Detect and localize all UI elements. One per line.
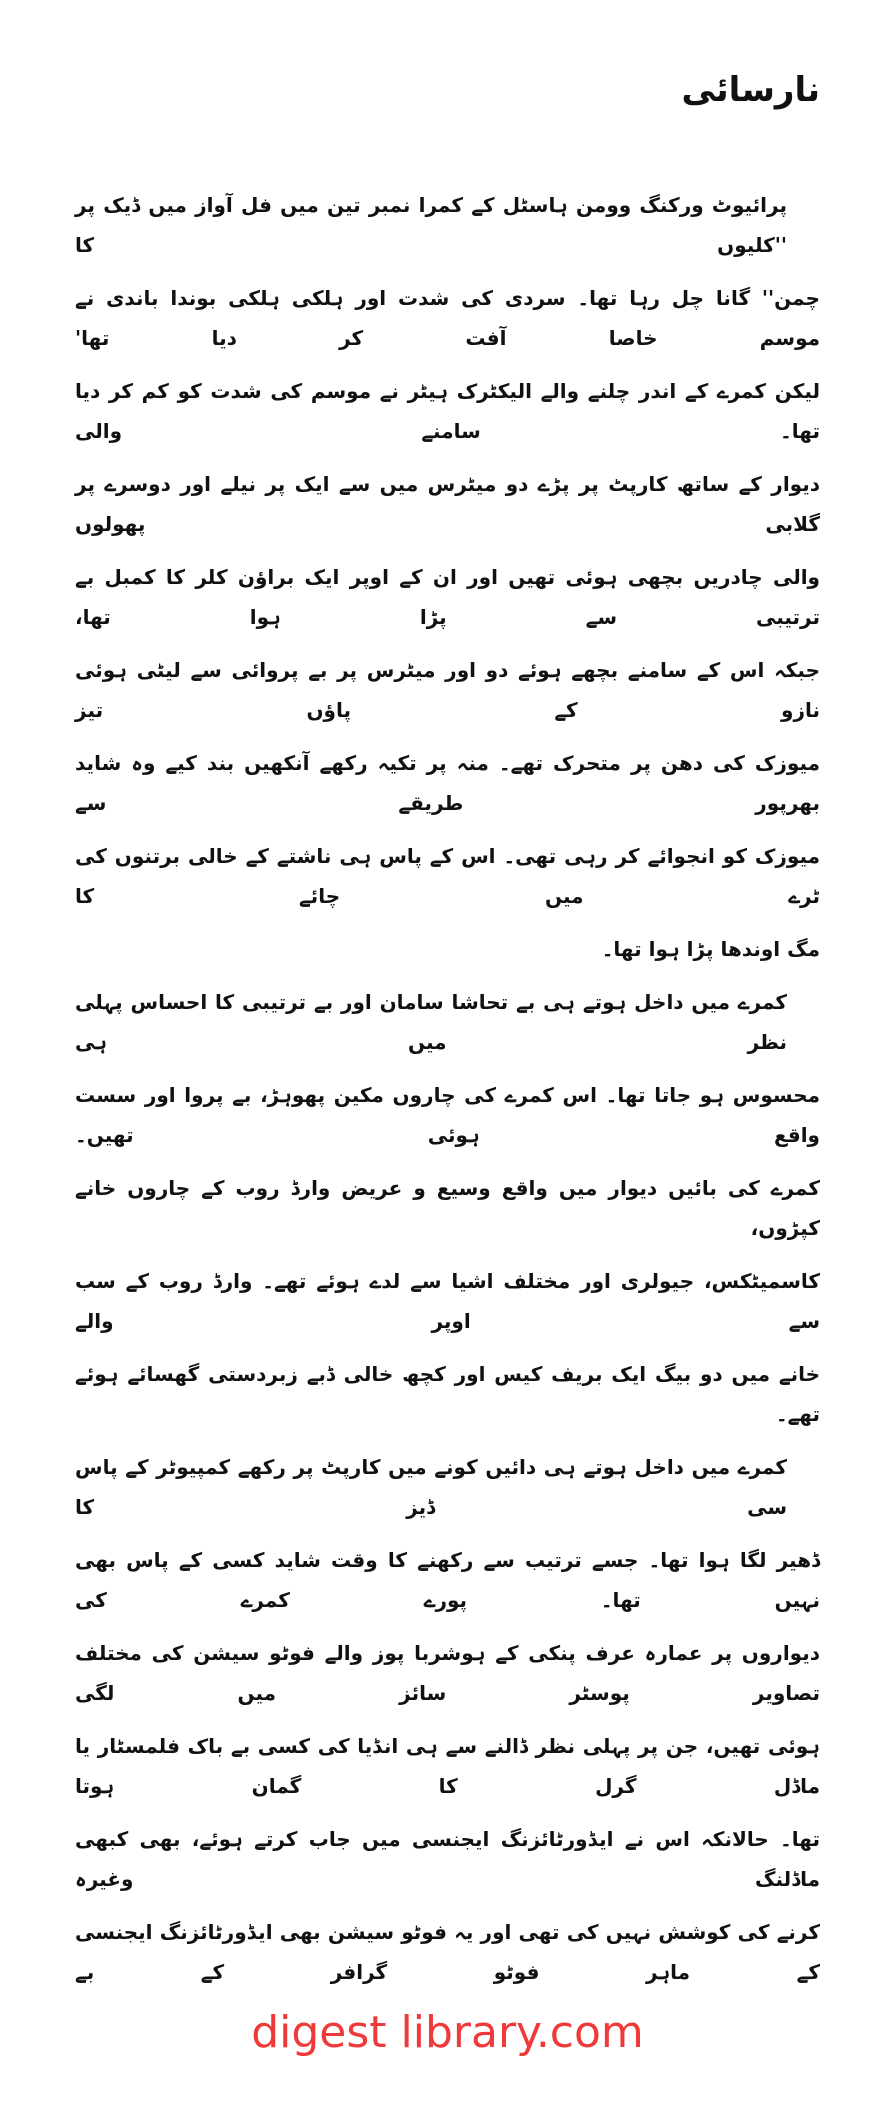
text-line: کرنے کی کوشش نہیں کی تھی اور یہ فوٹو سیشن بھی ایڈورٹائزنگ ایجنسی کے ماہر فوٹو گرافر کے بے bbox=[75, 1920, 820, 1984]
text-line: محسوس ہو جاتا تھا۔ اس کمرے کی چاروں مکین پھوہڑ، بے پروا اور سست واقع ہوئی تھیں۔ bbox=[75, 1083, 820, 1147]
watermark-text: digest library.com bbox=[251, 2007, 644, 2058]
text-line: والی چادریں بچھی ہوئی تھیں اور ان کے اوپر ایک براؤن کلر کا کمبل بے ترتیبی سے پڑا ہوا تھا، bbox=[75, 565, 820, 629]
text-line: مگ اوندھا پڑا ہوا تھا۔ bbox=[601, 937, 820, 961]
text-line: دیواروں پر عمارہ عرف پنکی کے ہوشربا پوز والے فوٹو سیشن کی مختلف تصاویر پوسٹر سائز میں لگی bbox=[75, 1641, 820, 1705]
text-line: میوزک کو انجوائے کر رہی تھی۔ اس کے پاس ہی ناشتے کے خالی برتنوں کی ٹرے میں چائے کا bbox=[75, 844, 820, 908]
text-line: لیکن کمرے کے اندر چلنے والے الیکٹرک ہیٹر نے موسم کی شدت کو کم کر دیا تھا۔ سامنے والی bbox=[75, 379, 820, 443]
text-line: چمن'' گانا چل رہا تھا۔ سردی کی شدت اور ہلکی ہلکی بوندا باندی نے موسم خاصا آفت کر دیا تھا' bbox=[75, 286, 820, 350]
text-line: دیوار کے ساتھ کارپٹ پر پڑے دو میٹرس میں سے ایک پر نیلے اور دوسرے پر گلابی پھولوں bbox=[75, 472, 820, 536]
text-line: خانے میں دو بیگ ایک بریف کیس اور کچھ خالی ڈبے زبردستی گھسائے ہوئے تھے۔ bbox=[75, 1362, 820, 1426]
text-line: کاسمیٹکس، جیولری اور مختلف اشیا سے لدے ہوئے تھے۔ وارڈ روب کے سب سے اوپر والے bbox=[75, 1269, 820, 1333]
text-line: ہوئی تھیں، جن پر پہلی نظر ڈالنے سے ہی انڈیا کی کسی بے باک فلمسٹار یا ماڈل گرل کا گمان ہوتا bbox=[75, 1734, 820, 1798]
text-line: میوزک کی دھن پر متحرک تھے۔ منہ پر تکیہ رکھے آنکھیں بند کیے وہ شاید بھرپور طریقے سے bbox=[75, 751, 820, 815]
text-line: جبکہ اس کے سامنے بچھے ہوئے دو اور میٹرس پر بے پروائی سے لیٹی ہوئی نازو کے پاؤں تیز bbox=[75, 658, 820, 722]
paragraph-1 bbox=[75, 185, 820, 969]
text-line: کمرے میں داخل ہوتے ہی بے تحاشا سامان اور بے ترتیبی کا احساس پہلی نظر میں ہی bbox=[75, 990, 787, 1054]
paragraph-2 bbox=[75, 982, 820, 1434]
story-title: نارسائی bbox=[681, 70, 820, 110]
text-line: پرائیوٹ ورکنگ وومن ہاسٹل کے کمرا نمبر تین میں فل آواز میں ڈیک پر ''کلیوں کا bbox=[75, 193, 787, 257]
text-line: ڈھیر لگا ہوا تھا۔ جسے ترتیب سے رکھنے کا وقت شاید کسی کے پاس بھی نہیں تھا۔ پورے کمرے کی bbox=[75, 1548, 820, 1612]
paragraph-3 bbox=[75, 1447, 820, 1992]
text-line: کمرے کی بائیں دیوار میں واقع وسیع و عریض وارڈ روب کے چاروں خانے کپڑوں، bbox=[75, 1176, 820, 1240]
text-line: کمرے میں داخل ہوتے ہی دائیں کونے میں کارپٹ پر رکھے کمپیوٹر کے پاس سی ڈیز کا bbox=[75, 1455, 787, 1519]
text-line: تھا۔ حالانکہ اس نے ایڈورٹائزنگ ایجنسی میں جاب کرتے ہوئے، بھی کبھی ماڈلنگ وغیرہ bbox=[75, 1827, 820, 1891]
